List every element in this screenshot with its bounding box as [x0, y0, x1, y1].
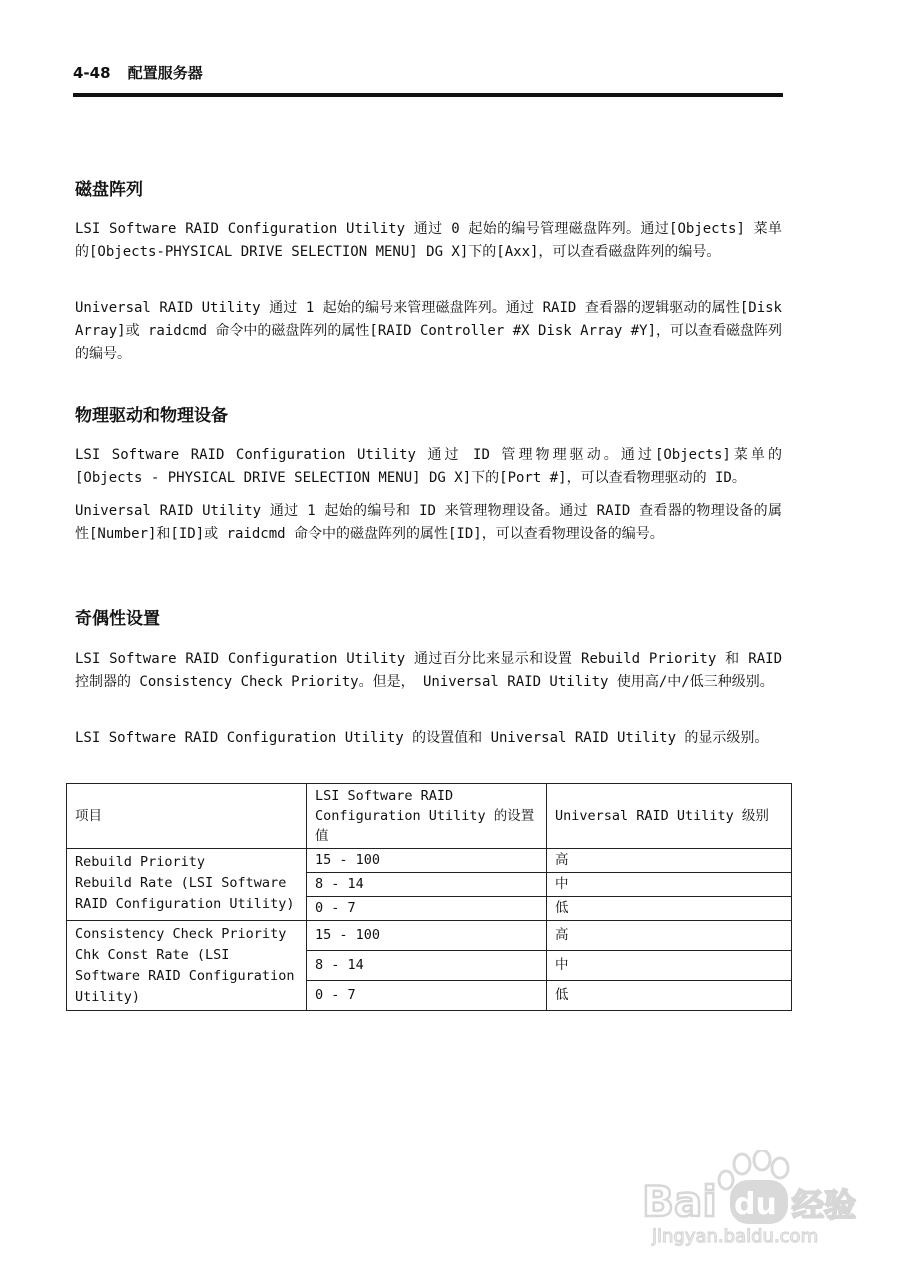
- svg-text:经验: 经验: [792, 1186, 857, 1224]
- baidu-paw-icon: [630, 1150, 880, 1260]
- chapter-title: 配置服务器: [127, 64, 203, 82]
- paragraph: LSI Software RAID Configuration Utility 通过百分比来显示和设置 Rebuild Priority 和 RAID 控制器的 Consistency Check Priority。但是， Universal RAID Utility 使用高/中/低三种级别。: [75, 651, 782, 690]
- svg-text:jingyan.baidu.com: jingyan.baidu.com: [652, 1226, 819, 1247]
- level-cell: 低: [547, 981, 792, 1011]
- table-row: [67, 921, 792, 951]
- level-cell: 高: [547, 921, 792, 951]
- setting-value-cell: 15 - 100: [307, 921, 547, 951]
- table-row: [67, 849, 792, 873]
- level-cell: 中: [547, 951, 792, 981]
- table-header-row: [67, 784, 792, 849]
- setting-value-cell: 0 - 7: [307, 897, 547, 921]
- section-heading-physical-drive: 物理驱动和物理设备: [75, 406, 228, 426]
- setting-value-cell: 8 - 14: [307, 951, 547, 981]
- level-cell: 中: [547, 873, 792, 897]
- svg-text:Bai: Bai: [642, 1177, 717, 1226]
- item-name: Rebuild Priority: [75, 854, 206, 870]
- paragraph: LSI Software RAID Configuration Utility 通过 0 起始的编号管理磁盘阵列。通过[Objects] 菜单的[Objects-PHYSICAL DRIVE SELECTION MENU] DG X]下的[Axx]，可以查看磁盘阵列的编号。: [75, 221, 782, 260]
- paragraph: LSI Software RAID Configuration Utility 通过 ID 管理物理驱动。通过[Objects]菜单的[Objects - PHYSICAL DRIVE SELECTION MENU] DG X]下的[Port #]，可以查看物理驱动的 ID。: [75, 447, 782, 486]
- column-header: Universal RAID Utility 级别: [547, 784, 792, 849]
- section-heading-disk-array: 磁盘阵列: [75, 180, 143, 200]
- item-name: Consistency Check Priority: [75, 926, 287, 942]
- item-cell: [67, 849, 307, 921]
- item-alias: Chk Const Rate (LSI Software RAID Configuration Utility): [75, 947, 295, 1005]
- section-heading-parity-settings: 奇偶性设置: [75, 609, 160, 629]
- setting-value-cell: 15 - 100: [307, 849, 547, 873]
- column-header: LSI Software RAID Configuration Utility 的设置值: [307, 784, 547, 849]
- item-cell: [67, 921, 307, 1011]
- column-header: 项目: [67, 784, 307, 849]
- svg-text:du: du: [734, 1187, 777, 1222]
- paragraph: Universal RAID Utility 通过 1 起始的编号来管理磁盘阵列。通过 RAID 查看器的逻辑驱动的属性[Disk Array]或 raidcmd 命令中的磁盘阵列的属性[RAID Controller #X Disk Array #Y]，可以查看磁盘阵列的编号。: [75, 300, 783, 362]
- paragraph: Universal RAID Utility 通过 1 起始的编号和 ID 来管理物理设备。通过 RAID 查看器的物理设备的属性[Number]和[ID]或 raidcmd 命令中的磁盘阵列的属性[ID]，可以查看物理设备的编号。: [75, 503, 782, 542]
- setting-value-cell: 8 - 14: [307, 873, 547, 897]
- level-cell: 高: [547, 849, 792, 873]
- paragraph: LSI Software RAID Configuration Utility 的设置值和 Universal RAID Utility 的显示级别。: [75, 730, 769, 746]
- page-number: 4-48: [73, 64, 111, 82]
- header-rule: [73, 93, 783, 97]
- setting-value-cell: 0 - 7: [307, 981, 547, 1011]
- page-header: [73, 62, 783, 83]
- level-cell: 低: [547, 897, 792, 921]
- baidu-watermark: [630, 1150, 880, 1260]
- priority-mapping-table: [66, 783, 792, 1011]
- item-alias: Rebuild Rate (LSI Software RAID Configuration Utility): [75, 875, 295, 912]
